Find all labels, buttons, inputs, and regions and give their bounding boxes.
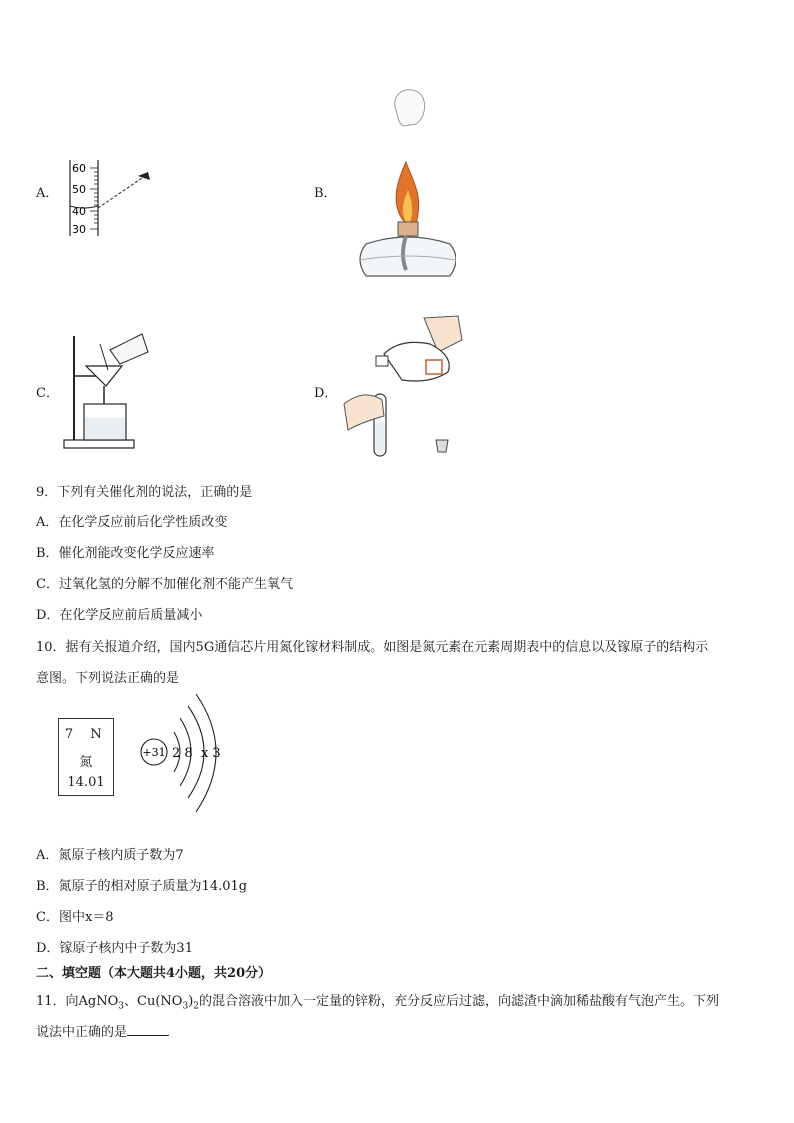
filtration-figure (62, 326, 162, 452)
q11-stem-line1: 11．向AgNO$_3$、$Cu(NO_3)_2$的混合溶液中加入一定量的锌粉，充分反应后过滤，向滤渣中滴加稀盐酸有气泡产生。下列 (36, 994, 720, 1012)
atomic-mass: 14.01 (67, 775, 105, 790)
q9-option-c: C．过氧化氢的分解不加催化剂不能产生氧气 (36, 577, 293, 592)
answer-blank[interactable] (127, 1023, 169, 1036)
electron-shells: 2 8 x 3 (172, 746, 221, 761)
tick-30: 30 (72, 223, 86, 236)
alcohol-lamp-figure (346, 84, 456, 290)
q9-option-a: A．在化学反应前后化学性质改变 (36, 515, 228, 530)
q9-option-b: B．催化剂能改变化学反应速率 (36, 546, 215, 561)
nucleus-charge: +31 (142, 746, 166, 759)
element-symbol: N (90, 727, 102, 742)
q10-option-b: B．氮原子的相对原子质量为14.01g (36, 879, 248, 894)
q10-option-c: C．图中x＝8 (36, 910, 114, 925)
lamp-cap-icon (395, 90, 425, 126)
atomic-structure-diagram (136, 690, 236, 820)
tick-60: 60 (72, 162, 86, 175)
section-heading: 二、填空题（本大题共4小题，共20分） (36, 966, 272, 981)
q10-stem-line1: 10．据有关报道介绍，国内5G通信芯片用氮化镓材料制成。如图是氮元素在元素周期表中的信息以及镓原子的结构示 (36, 640, 709, 655)
q10-stem-line2: 意图。下列说法正确的是 (36, 671, 180, 686)
q9-option-d: D．在化学反应前后质量减小 (36, 608, 203, 623)
atomic-number: 7 (64, 727, 74, 742)
eye-icon (138, 172, 150, 180)
tick-40: 40 (72, 205, 86, 218)
q9-stem: 9．下列有关催化剂的说法，正确的是 (36, 485, 253, 500)
q10-option-d: D．镓原子核内中子数为31 (36, 941, 193, 956)
stopper-icon (436, 440, 448, 452)
element-info-box (58, 718, 114, 796)
option-a-label: A． (36, 186, 59, 201)
option-c-label: C． (36, 386, 59, 401)
q11-stem-line2: 说法中正确的是 (36, 1021, 169, 1040)
option-b-label: B． (314, 186, 337, 201)
q10-option-a: A．氮原子核内质子数为7 (36, 848, 184, 863)
option-d-label: D． (314, 386, 338, 401)
element-name: 氮 (79, 755, 93, 770)
cylinder-reading-figure (64, 156, 160, 240)
tick-50: 50 (72, 183, 86, 196)
pouring-reagent-figure (338, 312, 466, 462)
